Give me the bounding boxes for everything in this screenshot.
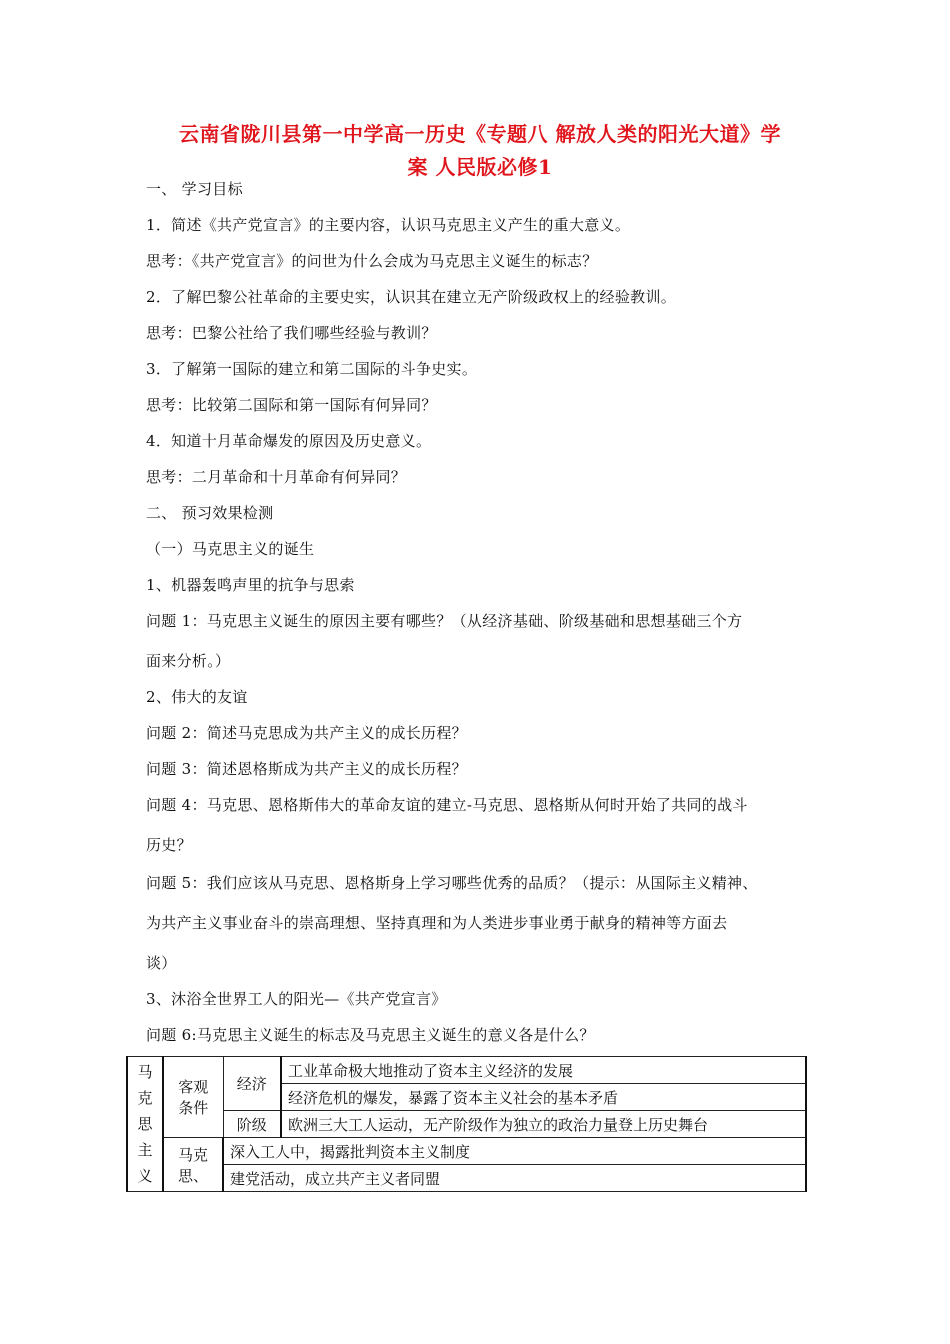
section-heading-goals: 一、 学习目标 [146,180,243,198]
think-1: 思考：《共产党宣言》的问世为什么会成为马克思主义诞生的标志？ [146,252,598,270]
goal-2: 2．了解巴黎公社革命的主要史实，认识其在建立无产阶级政权上的经验教训。 [146,288,677,306]
question-6: 问题 6:马克思主义诞生的标志及马克思主义诞生的意义各是什么？ [146,1026,595,1044]
question-1: 问题 1：马克思主义诞生的原因主要有哪些？（从经济基础、阶级基础和思想基础三个方 [146,612,743,630]
economy-row-2: 经济危机的爆发，暴露了资本主义社会的基本矛盾 [281,1084,806,1111]
title-line-2: 案 人民版必修1 [407,155,553,179]
marxism-vertical-label: 马 克 思 主 义 [127,1057,163,1192]
subsection-heading: （一）马克思主义的诞生 [146,540,315,558]
class-label: 阶级 [223,1111,281,1138]
economy-row-1: 工业革命极大地推动了资本主义经济的发展 [281,1057,806,1084]
topic-2: 2、伟大的友谊 [146,688,248,706]
title-line-1: 云南省陇川县第一中学高一历史《专题八 解放人类的阳光大道》学 [179,122,781,146]
question-4: 问题 4：马克思、恩格斯伟大的革命友谊的建立-马克思、恩格斯从何时开始了共同的战斗 [146,796,748,814]
economy-label: 经济 [223,1057,281,1111]
question-4-cont: 历史？ [146,836,192,854]
question-5-end: 谈） [146,954,177,972]
objective-conditions-label: 客观 条件 [163,1057,223,1138]
document-title [120,118,840,184]
marx-row-1: 深入工人中，揭露批判资本主义制度 [223,1138,806,1165]
question-1-cont: 面来分析。） [146,652,231,670]
class-row: 欧洲三大工人运动，无产阶级作为独立的政治力量登上历史舞台 [281,1111,806,1138]
think-4: 思考：二月革命和十月革命有何异同？ [146,468,407,486]
marxism-outline-table [126,1056,807,1192]
question-2: 问题 2：简述马克思成为共产主义的成长历程？ [146,724,467,742]
goal-4: 4．知道十月革命爆发的原因及历史意义。 [146,432,432,450]
marx-label: 马克 思、 [163,1138,223,1192]
goal-3: 3．了解第一国际的建立和第二国际的斗争史实。 [146,360,478,378]
question-3: 问题 3：简述恩格斯成为共产主义的成长历程？ [146,760,467,778]
topic-1: 1、机器轰鸣声里的抗争与思索 [146,576,355,594]
question-5-cont: 为共产主义事业奋斗的崇高理想、坚持真理和为人类进步事业勇于献身的精神等方面去 [146,914,728,932]
question-5: 问题 5：我们应该从马克思、恩格斯身上学习哪些优秀的品质？（提示：从国际主义精神、 [146,874,758,892]
goal-1: 1．简述《共产党宣言》的主要内容，认识马克思主义产生的重大意义。 [146,216,631,234]
marx-row-2: 建党活动，成立共产主义者同盟 [223,1165,806,1192]
think-2: 思考：巴黎公社给了我们哪些经验与教训？ [146,324,437,342]
section-heading-preview: 二、 预习效果检测 [146,504,274,522]
think-3: 思考：比较第二国际和第一国际有何异同？ [146,396,437,414]
topic-3: 3、沐浴全世界工人的阳光—《共产党宣言》 [146,990,447,1008]
